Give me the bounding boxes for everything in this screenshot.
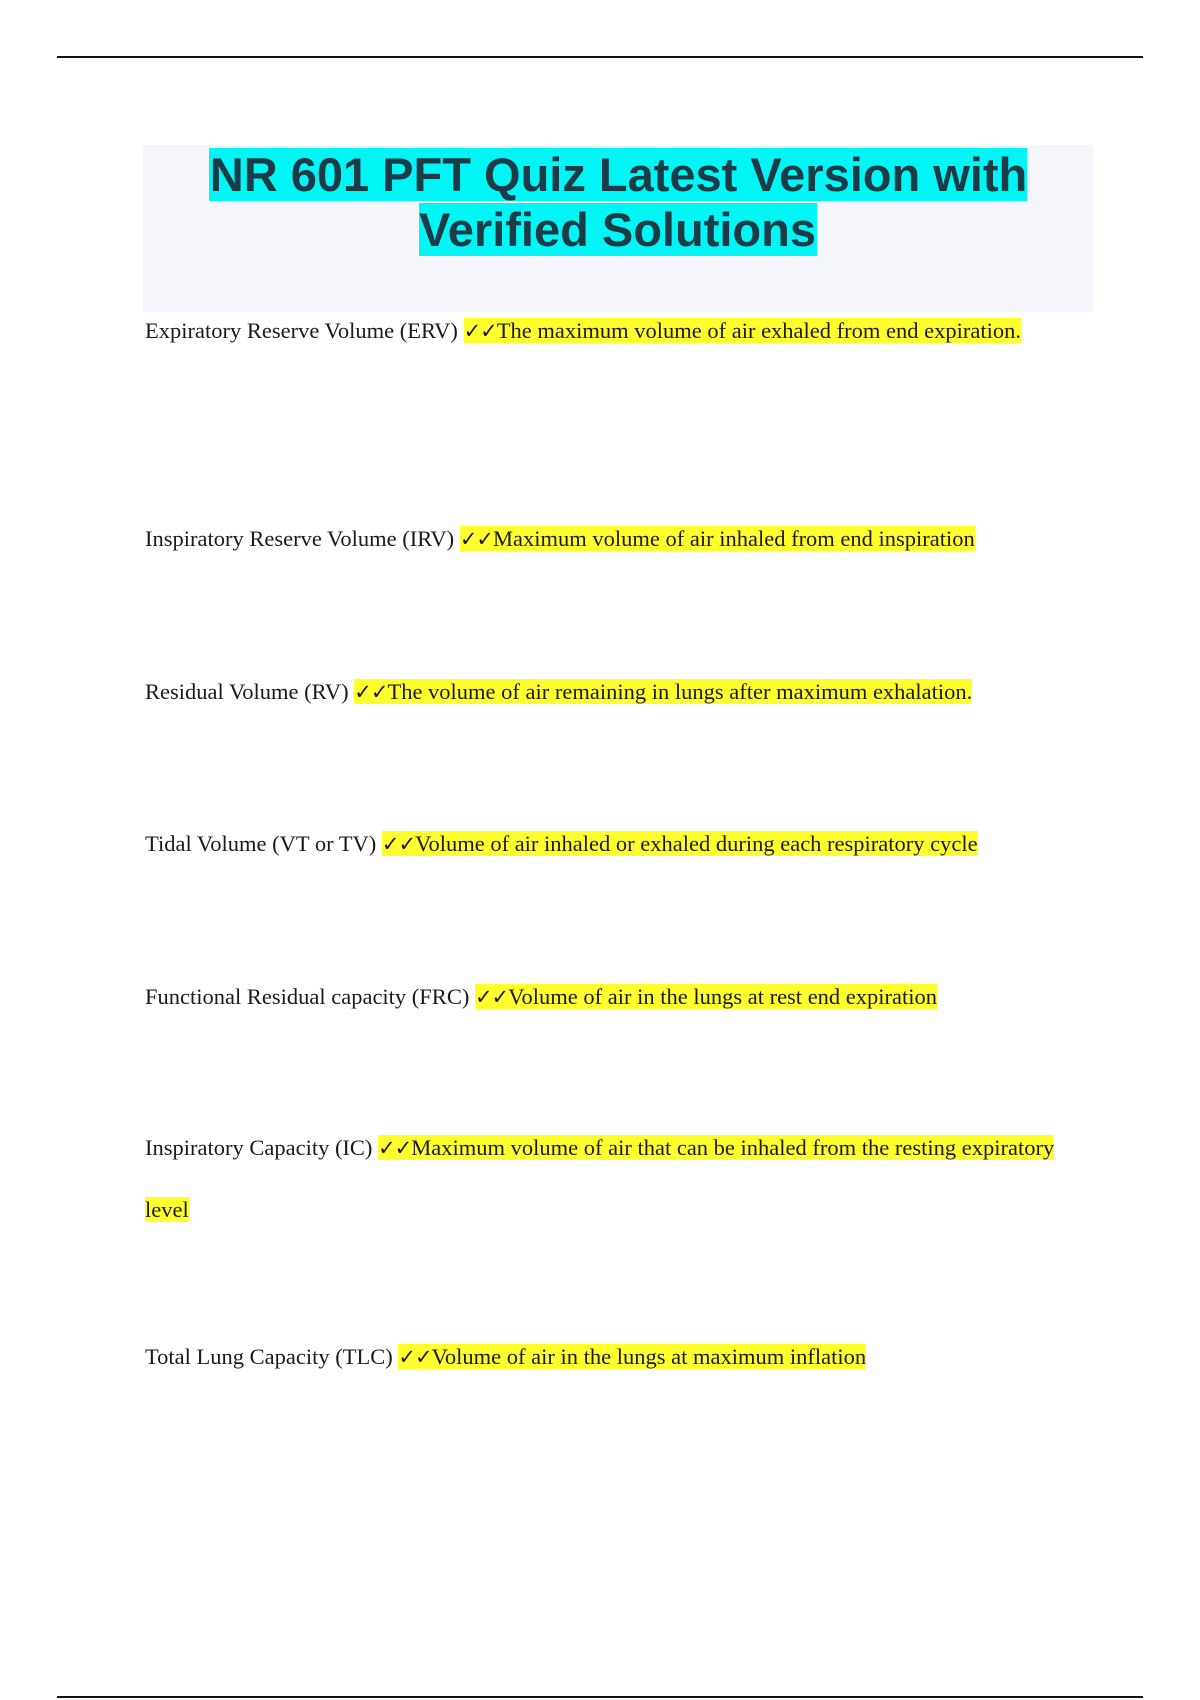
double-check-icon: ✓✓ <box>354 680 388 704</box>
qa-item-rv <box>145 661 1075 723</box>
qa-answer: Volume of air in the lungs at maximum inflation <box>431 1344 867 1369</box>
qa-item-erv <box>145 300 1075 362</box>
double-check-icon: ✓✓ <box>459 527 494 551</box>
qa-term: Inspiratory Reserve Volume (IRV) <box>145 526 455 551</box>
qa-answer-highlight <box>398 1344 866 1369</box>
top-rule <box>57 56 1143 58</box>
double-check-icon: ✓✓ <box>398 1345 432 1369</box>
qa-item-tv <box>145 813 1075 875</box>
qa-item-frc <box>145 966 1075 1028</box>
double-check-icon: ✓✓ <box>474 985 509 1009</box>
qa-term: Inspiratory Capacity (IC) <box>145 1135 373 1160</box>
qa-answer: Volume of air inhaled or exhaled during each respiratory cycle <box>415 831 978 856</box>
double-check-icon: ✓✓ <box>381 832 416 856</box>
qa-answer: The volume of air remaining in lungs after maximum exhalation. <box>387 679 973 704</box>
qa-answer-highlight <box>382 831 978 856</box>
qa-answer: Maximum volume of air inhaled from end inspiration <box>493 526 975 551</box>
double-check-icon: ✓✓ <box>463 319 497 343</box>
qa-term: Residual Volume (RV) <box>145 679 349 704</box>
qa-answer-highlight <box>354 679 972 704</box>
qa-term: Functional Residual capacity (FRC) <box>145 984 470 1009</box>
qa-item-tlc <box>145 1326 1075 1388</box>
document-title-text: NR 601 PFT Quiz Latest Version with Verified Solutions <box>209 148 1028 256</box>
qa-answer: Volume of air in the lungs at rest end expiration <box>508 984 938 1009</box>
qa-answer-highlight <box>475 984 937 1009</box>
qa-answer: The maximum volume of air exhaled from end expiration. <box>496 318 1021 343</box>
qa-term: Total Lung Capacity (TLC) <box>145 1344 393 1369</box>
qa-item-irv <box>145 508 1075 570</box>
qa-term: Tidal Volume (VT or TV) <box>145 831 377 856</box>
title-banner <box>143 145 1093 312</box>
qa-answer: Maximum volume of air that can be inhaled from the resting expiratory level <box>145 1135 1055 1222</box>
qa-item-ic <box>145 1117 1075 1240</box>
qa-answer-highlight <box>460 526 975 551</box>
bottom-rule <box>57 1696 1143 1698</box>
double-check-icon: ✓✓ <box>378 1136 412 1160</box>
qa-term: Expiratory Reserve Volume (ERV) <box>145 318 458 343</box>
qa-answer-highlight <box>464 318 1021 343</box>
document-title <box>143 145 1093 257</box>
